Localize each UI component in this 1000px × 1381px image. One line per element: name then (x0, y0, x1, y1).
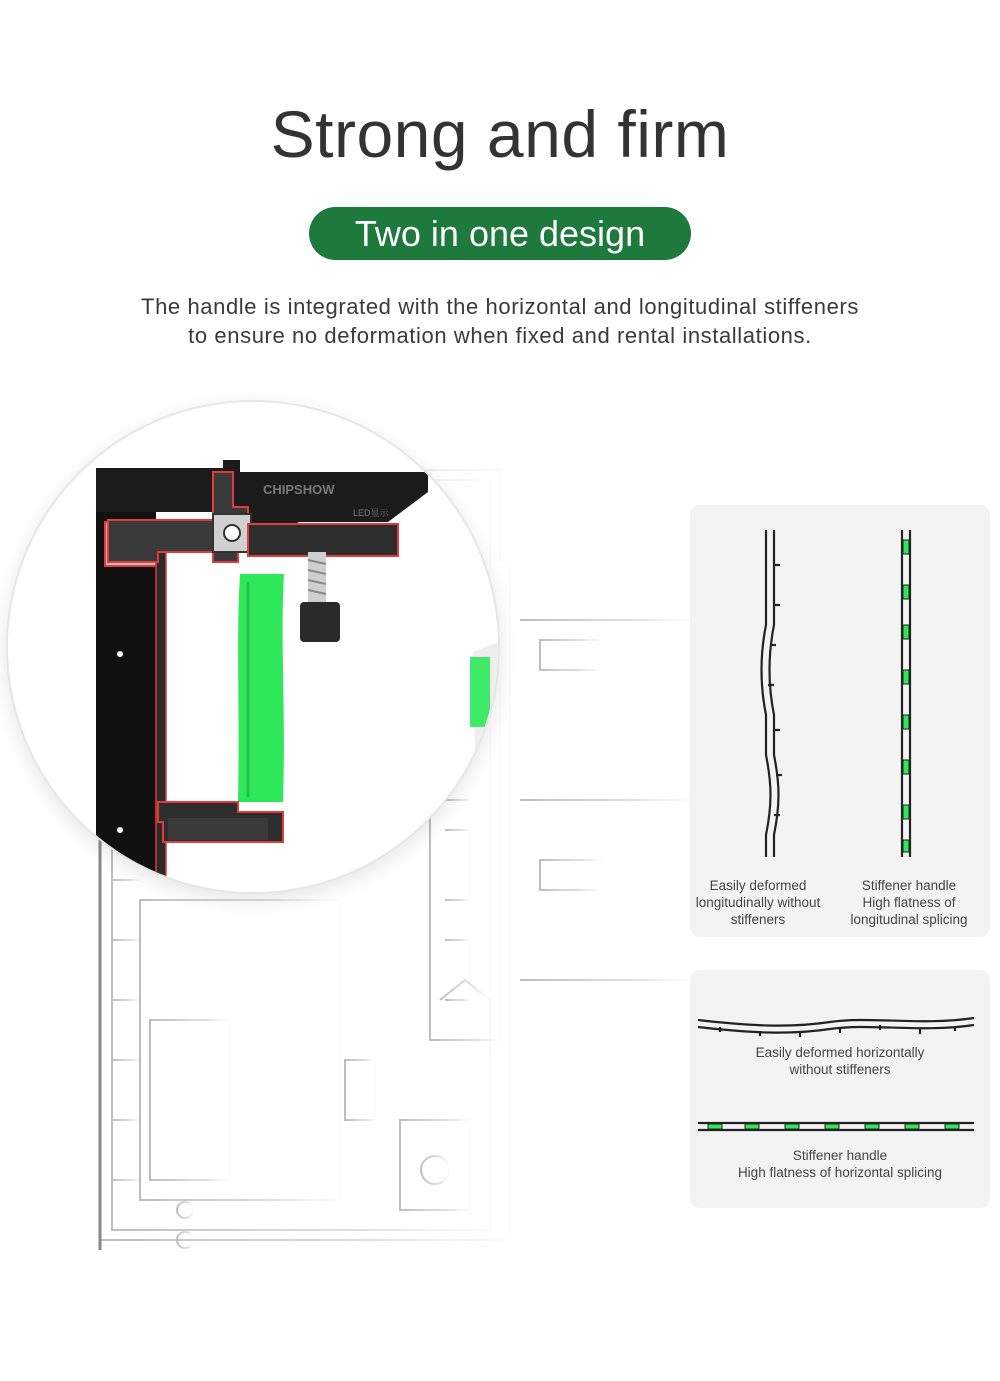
caption-deformed-vertical: Easily deformed longitudinally without stiffeners (695, 878, 821, 927)
brand-sub: LED显示 (353, 508, 389, 518)
stiffened-vertical-profile (902, 530, 910, 857)
handle-zoom-circle (8, 402, 498, 892)
caption-deformed-horizontal: Easily deformed horizontally without stiffeners (755, 1045, 925, 1077)
vertical-profiles (690, 505, 990, 865)
stiffened-horizontal-profile (698, 1123, 974, 1130)
design-badge: Two in one design (309, 207, 691, 260)
horizontal-comparison-panel (690, 970, 990, 1208)
deformed-horizontal-profile (698, 1018, 974, 1037)
description (0, 292, 1000, 350)
description-line-2: to ensure no deformation when fixed and rental installations. (188, 323, 812, 348)
brand-text: CHIPSHOW (263, 482, 335, 497)
description-line-1: The handle is integrated with the horizontal and longitudinal stiffeners (141, 294, 859, 319)
vertical-comparison-panel (690, 505, 990, 937)
caption-stiffened-vertical: Stiffener handle High flatness of longitudinal splicing (850, 878, 968, 927)
handle-detail-illustration (8, 402, 498, 892)
deformed-vertical-profile (762, 530, 783, 857)
caption-stiffened-horizontal: Stiffener handle High flatness of horizontal splicing (737, 1148, 943, 1180)
page-title: Strong and firm (270, 97, 730, 171)
